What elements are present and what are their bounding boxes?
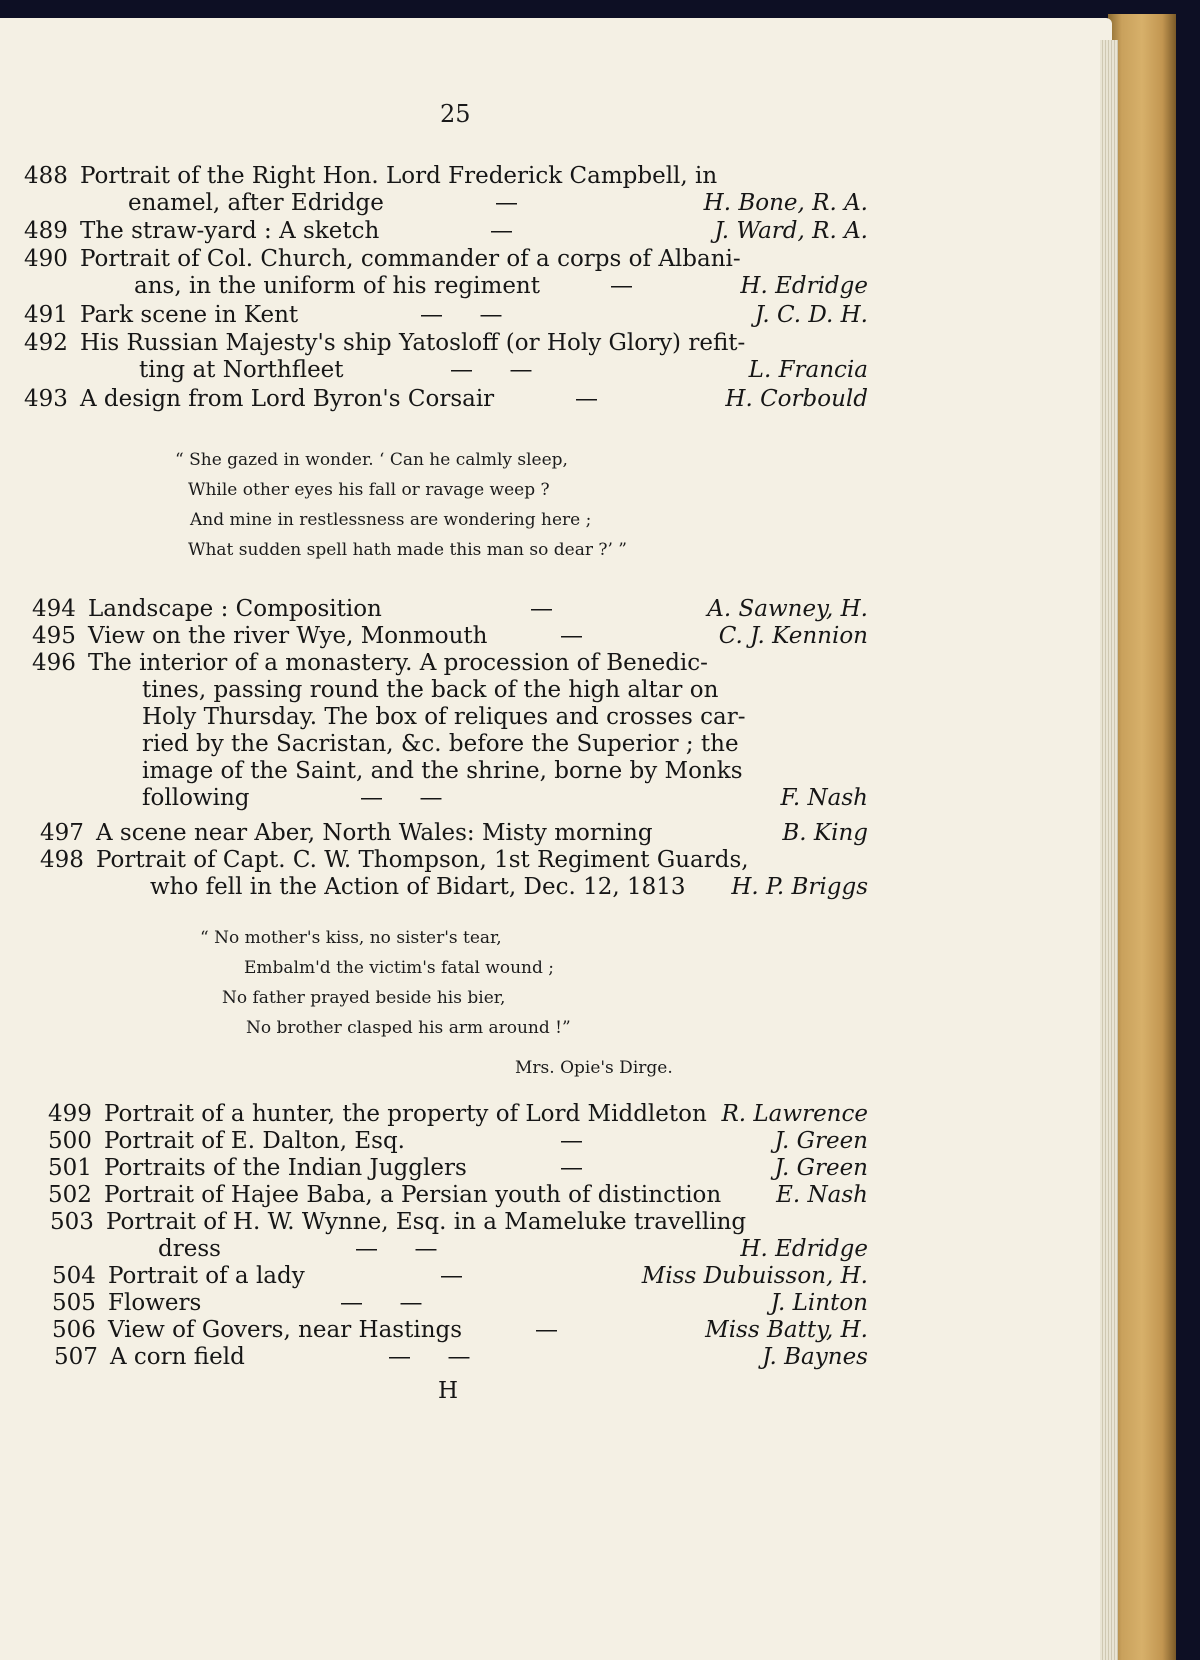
entry-title-line: Portrait of Capt. C. W. Thompson, 1st Regiment Guards, xyxy=(96,847,749,873)
catalogue-entry xyxy=(40,847,868,901)
entry-dash: — xyxy=(530,596,553,622)
catalogue-entry xyxy=(48,1182,868,1209)
entry-dash: — xyxy=(495,190,518,216)
entry-title-line: Portrait of H. W. Wynne, Esq. in a Mameluke travelling xyxy=(106,1209,747,1235)
entry-dash: — — xyxy=(340,1290,423,1316)
entry-dash: — — xyxy=(360,785,443,811)
page-edges xyxy=(1100,40,1118,1660)
catalogue-entry xyxy=(24,163,868,217)
entry-artist: H. Corbould xyxy=(725,386,868,412)
quote-line: No brother clasped his arm around !” xyxy=(246,1018,571,1038)
entry-number: 499 xyxy=(48,1101,92,1127)
entry-title-line: Portrait of Hajee Baba, a Persian youth of distinction xyxy=(104,1182,722,1208)
entry-number: 501 xyxy=(48,1155,92,1181)
catalogue-entry xyxy=(52,1290,868,1317)
entry-artist: B. King xyxy=(782,820,868,846)
entry-title-line: following xyxy=(142,785,250,811)
entry-number: 497 xyxy=(40,820,84,846)
entry-title-line: dress xyxy=(158,1236,221,1262)
entry-artist: J. Baynes xyxy=(762,1344,868,1370)
entry-dash: — xyxy=(575,386,598,412)
catalogue-entry xyxy=(24,246,868,300)
entry-number: 492 xyxy=(24,330,68,356)
catalogue-entry xyxy=(48,1128,868,1155)
entry-number: 493 xyxy=(24,386,68,412)
entry-dash: — xyxy=(490,218,513,244)
page-number: 25 xyxy=(440,100,471,128)
entry-number: 502 xyxy=(48,1182,92,1208)
entry-number: 494 xyxy=(32,596,76,622)
catalogue-entry xyxy=(24,218,868,245)
catalogue-entry xyxy=(52,1263,868,1290)
catalogue-entry xyxy=(52,1317,868,1344)
quote-line: While other eyes his fall or ravage weep ? xyxy=(188,480,550,500)
entry-title-line: A scene near Aber, North Wales: Misty morning xyxy=(96,820,653,846)
catalogue-entry xyxy=(24,302,868,329)
signature-mark: H xyxy=(438,1378,459,1404)
entry-number: 504 xyxy=(52,1263,96,1289)
quote-line: Embalm'd the victim's fatal wound ; xyxy=(244,958,554,978)
entry-title-line: Portrait of the Right Hon. Lord Frederick Campbell, in xyxy=(80,163,718,189)
catalogue-entry xyxy=(50,1209,868,1263)
entry-dash: — — xyxy=(450,357,533,383)
entry-title-line: enamel, after Edridge xyxy=(128,190,384,216)
entry-artist: J. Green xyxy=(774,1155,868,1181)
entry-title-line: image of the Saint, and the shrine, borne by Monks xyxy=(142,758,743,784)
entry-artist: Miss Dubuisson, H. xyxy=(641,1263,868,1289)
entry-artist: R. Lawrence xyxy=(721,1101,868,1127)
entry-title-line: ried by the Sacristan, &c. before the Superior ; the xyxy=(142,731,739,757)
entry-dash: — — xyxy=(388,1344,471,1370)
catalogue-entry xyxy=(32,623,868,650)
quote-line: “ She gazed in wonder. ‘ Can he calmly sleep, xyxy=(175,450,568,470)
entry-title-line: View on the river Wye, Monmouth xyxy=(88,623,488,649)
entry-title-line: ans, in the uniform of his regiment xyxy=(134,273,540,299)
entry-artist: E. Nash xyxy=(776,1182,868,1208)
entry-dash: — xyxy=(560,1128,583,1154)
entry-number: 488 xyxy=(24,163,68,189)
entry-dash: — — xyxy=(420,302,503,328)
entry-number: 503 xyxy=(50,1209,94,1235)
entry-artist: H. Bone, R. A. xyxy=(703,190,868,216)
entry-title-line: ting at Northfleet xyxy=(139,357,344,383)
entry-title-line: Portraits of the Indian Jugglers xyxy=(104,1155,467,1181)
entry-title-line: Landscape : Composition xyxy=(88,596,382,622)
entry-number: 491 xyxy=(24,302,68,328)
entry-number: 506 xyxy=(52,1317,96,1343)
entry-title-line: who fell in the Action of Bidart, Dec. 12, 1813 xyxy=(150,874,686,900)
catalogue-entry xyxy=(48,1101,868,1128)
entry-title-line: Flowers xyxy=(108,1290,202,1316)
entry-title-line: The interior of a monastery. A procession of Benedic- xyxy=(88,650,708,676)
entry-number: 489 xyxy=(24,218,68,244)
quote-line: And mine in restlessness are wondering here ; xyxy=(190,510,592,530)
entry-title-line: Portrait of a hunter, the property of Lord Middleton xyxy=(104,1101,707,1127)
quote-line: What sudden spell hath made this man so dear ?’ ” xyxy=(188,540,627,560)
catalogue-entry xyxy=(32,650,868,812)
entry-dash: — xyxy=(560,1155,583,1181)
quote-line: “ No mother's kiss, no sister's tear, xyxy=(200,928,502,948)
quote-line: No father prayed beside his bier, xyxy=(222,988,506,1008)
entry-number: 496 xyxy=(32,650,76,676)
entry-title-line: Portrait of Col. Church, commander of a corps of Albani- xyxy=(80,246,741,272)
entry-number: 505 xyxy=(52,1290,96,1316)
catalogue-entry xyxy=(24,330,868,384)
entry-number: 500 xyxy=(48,1128,92,1154)
catalogue-entry xyxy=(32,596,868,623)
entry-dash: — xyxy=(560,623,583,649)
catalogue-entry xyxy=(54,1344,868,1371)
entry-artist: Miss Batty, H. xyxy=(705,1317,868,1343)
entry-dash: — xyxy=(535,1317,558,1343)
entry-dash: — xyxy=(440,1263,463,1289)
entry-title-line: Park scene in Kent xyxy=(80,302,299,328)
entry-number: 507 xyxy=(54,1344,98,1370)
entry-artist: J. Linton xyxy=(770,1290,868,1316)
entry-artist: H. Edridge xyxy=(740,273,868,299)
entry-title-line: Portrait of a lady xyxy=(108,1263,305,1289)
entry-artist: F. Nash xyxy=(780,785,868,811)
entry-title-line: tines, passing round the back of the high altar on xyxy=(142,677,719,703)
entry-artist: H. Edridge xyxy=(740,1236,868,1262)
entry-title-line: A corn field xyxy=(110,1344,245,1370)
book-spine xyxy=(1108,14,1176,1660)
catalogue-entry xyxy=(24,386,868,413)
entry-number: 490 xyxy=(24,246,68,272)
entry-title-line: His Russian Majesty's ship Yatosloff (or Holy Glory) refit- xyxy=(80,330,746,356)
catalogue-entry xyxy=(48,1155,868,1182)
entry-artist: J. C. D. H. xyxy=(754,302,868,328)
entry-title-line: The straw-yard : A sketch xyxy=(80,218,380,244)
entry-artist: A. Sawney, H. xyxy=(707,596,868,622)
entry-artist: C. J. Kennion xyxy=(718,623,868,649)
entry-title-line: View of Govers, near Hastings xyxy=(108,1317,463,1343)
entry-title-line: Portrait of E. Dalton, Esq. xyxy=(104,1128,405,1154)
entry-title-line: A design from Lord Byron's Corsair xyxy=(80,386,495,412)
quote-source: Mrs. Opie's Dirge. xyxy=(515,1058,673,1078)
entry-artist: H. P. Briggs xyxy=(731,874,868,900)
entry-dash: — — xyxy=(355,1236,438,1262)
entry-title-line: Holy Thursday. The box of reliques and crosses car- xyxy=(142,704,746,730)
entry-number: 495 xyxy=(32,623,76,649)
entry-artist: J. Green xyxy=(774,1128,868,1154)
entry-dash: — xyxy=(610,273,633,299)
catalogue-entry xyxy=(40,820,868,847)
entry-artist: J. Ward, R. A. xyxy=(714,218,868,244)
entry-number: 498 xyxy=(40,847,84,873)
entry-artist: L. Francia xyxy=(748,357,868,383)
